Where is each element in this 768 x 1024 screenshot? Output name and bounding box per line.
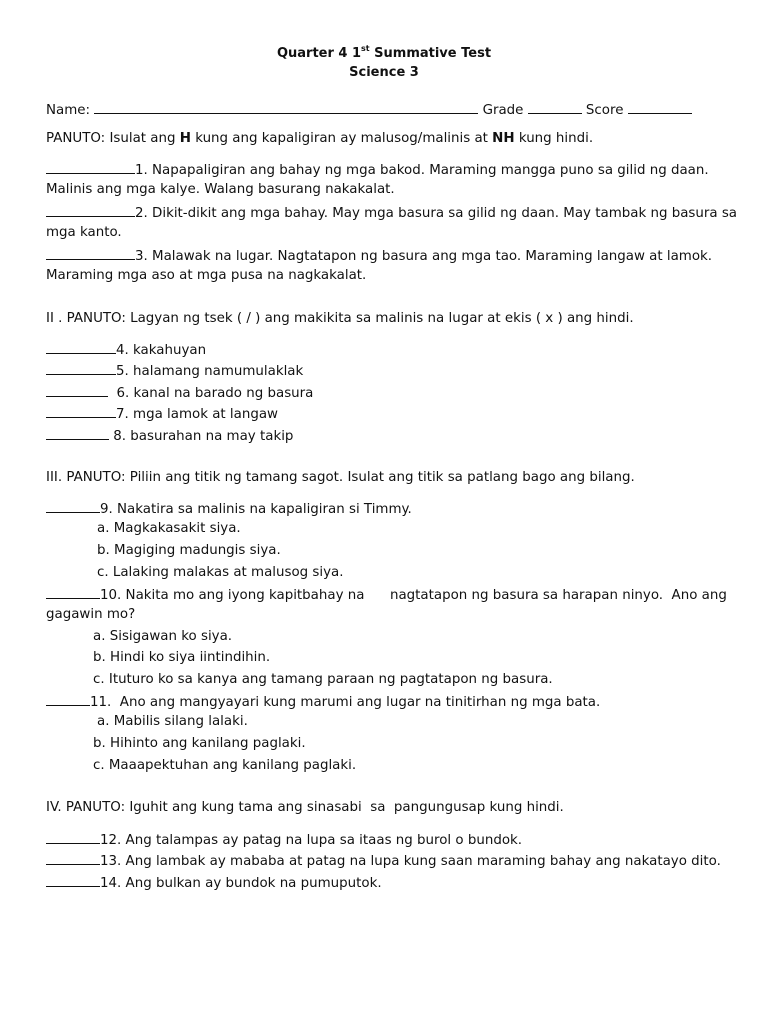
question-text: 10. Nakita mo ang iyong kapitbahay na nagtatapon ng basura sa harapan ninyo. Ano ang [100,588,727,603]
answer-blank-12[interactable] [46,831,100,844]
question-text: 14. Ang bulkan ay bundok na pumuputok. [100,876,382,891]
question-11-option-b: b. Hihinto ang kanilang paglaki. [93,736,306,751]
answer-blank-5[interactable] [46,362,116,375]
question-text: 4. kakahuyan [116,343,207,358]
question-text: 7. mga lamok at langaw [116,407,278,422]
section1-instruction [46,131,593,146]
answer-blank-2[interactable] [46,204,135,217]
question-1 [46,161,709,178]
question-text: 2. Dikit-dikit ang mga bahay. May mga basura sa gilid ng daan. May tambak ng basura sa [135,206,738,221]
question-text: 5. halamang namumulaklak [116,364,304,379]
question-9-option-c: c. Lalaking malakas at malusog siya. [97,565,344,580]
question-text: 3. Malawak na lugar. Nagtatapon ng basura ang mga tao. Maraming langaw at lamok. [135,249,713,264]
question-3-continued: Maraming mga aso at mga pusa na nagkakalat. [46,268,367,283]
answer-blank-4[interactable] [46,341,116,354]
question-13 [46,852,721,869]
question-10-option-b: b. Hindi ko siya iintindihin. [93,650,271,665]
question-10 [46,586,727,603]
question-9-option-b: b. Magiging madungis siya. [97,543,281,558]
question-text: 12. Ang talampas ay patag na lupa sa itaas ng burol o bundok. [100,833,523,848]
question-text: 13. Ang lambak ay mababa at patag na lupa kung saan maraming bahay ang nakatayo dito. [100,854,721,869]
instruction-text: kung hindi. [514,131,594,146]
question-text: 1. Napapaligiran ang bahay ng mga bakod. Maraming mangga puno sa gilid ng daan. [135,163,709,178]
answer-blank-8[interactable] [46,427,109,440]
score-label: Score [585,103,624,118]
question-8 [46,427,293,444]
grade-label: Grade [482,103,524,118]
question-text: 11. Ano ang mangyayari kung marumi ang lugar na tinitirhan ng mga bata. [90,695,601,710]
student-info-row [46,101,692,118]
question-2-continued: mga kanto. [46,225,122,240]
title-superscript: st [361,44,370,53]
question-10-option-c: c. Ituturo ko sa kanya ang tamang paraan ng pagtatapon ng basura. [93,672,553,687]
test-title [0,44,768,61]
answer-blank-7[interactable] [46,405,116,418]
question-12 [46,831,522,848]
instruction-text: kung ang kapaligiran ay malusog/malinis at [190,131,493,146]
answer-blank-11[interactable] [46,693,90,706]
question-10-option-a: a. Sisigawan ko siya. [93,629,233,644]
question-9-option-a: a. Magkakasakit siya. [97,521,241,536]
section3-instruction: III. PANUTO: Piliin ang titik ng tamang sagot. Isulat ang titik sa patlang bago ang bilang. [46,470,635,485]
answer-blank-13[interactable] [46,852,100,865]
answer-blank-14[interactable] [46,874,100,887]
answer-blank-3[interactable] [46,247,135,260]
question-2 [46,204,737,221]
question-text: 6. kanal na barado ng basura [108,386,314,401]
question-11-option-c: c. Maaapektuhan ang kanilang paglaki. [93,758,357,773]
question-14 [46,874,382,891]
question-9 [46,500,412,517]
title-text: Quarter 4 1 [276,46,362,61]
answer-blank-1[interactable] [46,161,135,174]
question-4 [46,341,206,358]
answer-blank-10[interactable] [46,586,100,599]
name-label: Name: [46,103,91,118]
section4-instruction: IV. PANUTO: Iguhit ang kung tama ang sinasabi sa pangungusap kung hindi. [46,800,564,815]
question-7 [46,405,278,422]
question-6 [46,384,313,401]
title-text-end: Summative Test [369,46,492,61]
test-subtitle: Science 3 [349,65,419,80]
section2-instruction: II . PANUTO: Lagyan ng tsek ( / ) ang makikita sa malinis na lugar at ekis ( x ) ang hindi. [46,311,634,326]
question-11 [46,693,600,710]
grade-field[interactable] [528,101,582,114]
question-1-continued: Malinis ang mga kalye. Walang basurang nakakalat. [46,182,395,197]
answer-blank-9[interactable] [46,500,100,513]
score-field[interactable] [628,101,692,114]
question-text: 8. basurahan na may takip [109,429,294,444]
question-5 [46,362,303,379]
question-11-option-a: a. Mabilis silang lalaki. [97,714,248,729]
question-text: 9. Nakatira sa malinis na kapaligiran si Timmy. [100,502,412,517]
h-code: H [179,131,191,146]
name-field[interactable] [94,101,478,114]
instruction-text: PANUTO: Isulat ang [46,131,180,146]
answer-blank-6[interactable] [46,384,108,397]
question-3 [46,247,712,264]
question-10-continued: gagawin mo? [46,607,136,622]
nh-code: NH [492,131,515,146]
